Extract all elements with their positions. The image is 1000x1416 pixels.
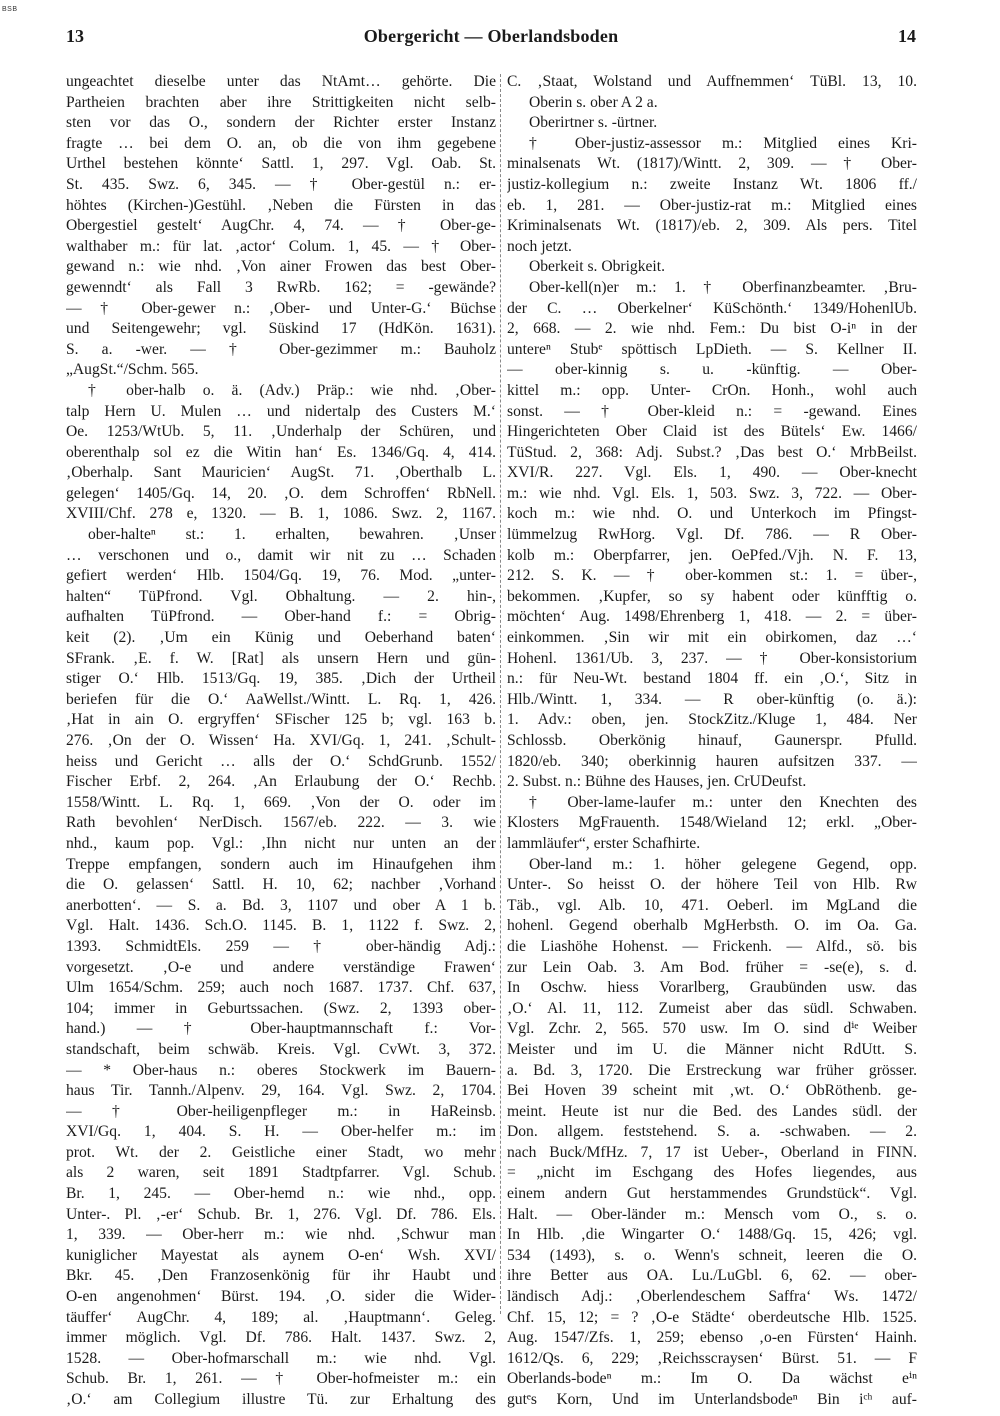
text-line: lammläufer“, erster Schafhirte. (507, 834, 701, 852)
text-line: † Ober-lame-laufer m.: unter den Knechten des (529, 793, 917, 811)
text-line: walthaber m.: für lat. ‚actor‘ Colum. 1, 45. — † Ober- (66, 237, 496, 255)
text-line: 534 (1493), s. o. Wenn's schneit, leeren die O. (507, 1246, 917, 1264)
text-line: sten vor das O., sondern der Richter erster Instanz (66, 114, 496, 132)
text-line: XVIII/Chf. 278 e, 1320. — B. 1, 1086. Swz. 2, 1167. (66, 505, 496, 523)
text-line: eb. 1, 281. — Ober-justiz-rat m.: Mitglied eines (507, 196, 917, 214)
text-line: sonst. — † Ober-kleid n.: = -gewand. Eines (507, 402, 917, 420)
text-line: 1820/eb. 340; oberkinnig hauren aufsitzen 337. — (507, 752, 917, 770)
text-line: täuffer‘ AugChr. 4, 189; al. ‚Hauptmann‘. Geleg. (66, 1308, 496, 1326)
text-line: Bei Hoven 39 scheint mit ‚wt. O.‘ ObRöthenb. ge- (507, 1082, 917, 1100)
text-line: gutᵉs Korn, Und im Unterlandsbodeⁿ Bin iᶜʰ auf- (507, 1391, 917, 1408)
text-line: Oberkeit s. Obrigkeit. (529, 258, 665, 276)
text-line: XVI/Gq. 1, 404. S. H. — Ober-helfer m.: im (66, 1123, 496, 1141)
text-line: Br. 1, 245. — Ober-hemd n.: wie nhd., opp. (66, 1185, 496, 1203)
text-line: = „nicht im Eschgang des Hofes liegendes, aus (507, 1164, 917, 1182)
text-line: höhtes (Kirchen-)Gestühl. ‚Neben die Fürsten in das (66, 196, 496, 214)
text-line: minalsenats Wt. (1817)/Wintt. 2, 309. — † Ober- (507, 155, 917, 173)
text-line: möchten‘ Aug. 1498/Ehrenberg 1, 418. — 2. = über- (507, 608, 917, 626)
library-stamp: BSB (2, 6, 18, 13)
text-line: … verschonen und o., damit wir nit zu … Schaden (66, 546, 496, 564)
text-line: Täb., vgl. Alb. 10, 471. Oeberl. im MgLand die (507, 896, 917, 914)
text-line: ‚O.‘ Al. 11, 112. Zumeist aber das südl. Schwaben. (507, 999, 917, 1017)
text-line: Ober-kell(n)er m.: 1. † Oberfinanzbeamter. ‚Bru- (529, 278, 917, 296)
text-line: justiz-kollegium n.: zweite Instanz Wt. 1806 ff./ (507, 175, 917, 193)
text-line: kuniglicher Mayestat als aynem O-en‘ Wsh. XVI/ (66, 1246, 496, 1264)
text-line: 1393. SchmidtEls. 259 — † ober-händig Adj.: (66, 937, 496, 955)
text-line: vorgesetzt. ‚O-e und andere verständige Frawen‘ (66, 958, 496, 976)
text-line: beriefen für die O.‘ AaWellst./Wintt. L. Rq. 1, 426. (66, 690, 496, 708)
text-line: Treppe empfangen, sondern auch im Hinaufgehen ihm (66, 855, 496, 873)
text-line: gewenndt‘ als Fall 3 RwRb. 162; = -gewände? (66, 278, 496, 296)
text-line: — † Ober-gewer n.: ‚Ober- und Unter-G.‘ Büchse (66, 299, 496, 317)
text-line: lümmelzug RwHorg. Vgl. Df. 786. — R Ober- (507, 526, 917, 544)
text-line: † ober-halb o. ä. (Adv.) Präp.: wie nhd. ‚Ober- (88, 381, 496, 399)
text-line: aufhalten TüPfrond. — Ober-hand f.: = Obrig- (66, 608, 496, 626)
text-line: zur Lein Oab. 3. Am Bod. früher = -se(e), s. d. (507, 958, 917, 976)
text-line: standschaft, beim schwäb. Kreis. Vgl. CvWt. 3, 372. (66, 1040, 496, 1058)
text-line: Aug. 1547/Zfs. 1, 259; ebenso ‚o-en Fürsten‘ Hainh. (507, 1329, 917, 1347)
text-line: der C. … Oberkelner‘ KüSchönth.‘ 1349/HohenlUb. (507, 299, 917, 317)
text-line: — † Ober-heiligenpfleger m.: in HaReinsb. (66, 1102, 496, 1120)
text-line: Ulm 1654/Schm. 259; auch noch 1687. 1737. Chf. 637, (66, 979, 496, 997)
text-line: hohenl. Gegend oberhalb MgHerbsth. O. im Oa. Ga. (507, 917, 917, 935)
text-line: 2. Subst. n.: Bühne des Hauses, jen. CrUDeufst. (507, 773, 807, 791)
text-line: Unter-. So heisst O. der höhere Teil von Hlb. Rw (507, 876, 917, 894)
text-line: die Liashöhe Hohenst. — Frickenh. — Alfd., sö. bis (507, 937, 917, 955)
text-line: Oe. 1253/WtUb. 5, 11. ‚Underhalp der Schüren, und (66, 423, 496, 441)
text-line: stiger O.‘ Hlb. 1513/Gq. 19, 385. ‚Dich der Urtheil (66, 670, 496, 688)
text-line: Oberirtner s. -ürtner. (529, 114, 658, 132)
page-number-left: 13 (66, 26, 84, 46)
text-line: einkommen. ‚Sin wir mit ein obirkomen, daz …‘ (507, 629, 917, 647)
text-line: Oberlands-bodeⁿ m.: Im O. Da wächst eⁱⁿ (507, 1370, 917, 1388)
text-line: gelegen‘ 1405/Gq. 14, 20. ‚O. dem Schroffen‘ RbNell. (66, 484, 496, 502)
text-line: n.: für Neu-Wt. bestand 1804 ff. ein ‚O.‘, Sitz in (507, 670, 917, 688)
text-line: In Oschw. hiess Vorarlberg, Graubünden usw. das (507, 979, 917, 997)
text-line: Hlb./Wintt. 1, 334. — R ober-künftig (o. ä.): (507, 690, 917, 708)
text-line: 1, 339. — Ober-herr m.: wie nhd. ‚Schwur man (66, 1226, 496, 1244)
text-line: Urthel bestehen könnte‘ Sattl. 1, 297. Vgl. Oab. St. (66, 155, 496, 173)
page-number-right: 14 (897, 26, 916, 46)
text-line: „AugSt.“/Schm. 565. (66, 361, 199, 379)
column-divider (500, 74, 501, 1314)
text-line: fragte … bei dem O. an, ob die von ihm gegebene (66, 134, 496, 152)
text-line: Schub. Br. 1, 261. — † Ober-hofmeister m.: ein (66, 1370, 496, 1388)
text-line: XVI/R. 227. Vgl. Els. 1, 490. — Ober-knecht (507, 464, 917, 482)
text-line: anerbotten‘. — S. a. Bd. 3, 1107 und ober A 1 b. (66, 896, 496, 914)
text-line: nach Buck/MfHz. 7, 17 ist Ueber-, Oberland in FINN. (507, 1143, 917, 1161)
text-line: St. 435. Swz. 6, 345. — † Ober-gestül n.: er- (66, 175, 496, 193)
text-line: bekommen. ‚Kupfer, so sy habent oder künfftig o. (507, 587, 917, 605)
text-line: gefiert werden‘ Hlb. 1504/Gq. 19, 76. Mod. „unter- (66, 567, 496, 585)
text-line: m.: wie nhd. Vgl. Els. 1, 503. Swz. 3, 722. — Ober- (507, 484, 917, 502)
text-line: halten“ TüPfrond. Vgl. Obhaltung. — 2. hin-, (66, 587, 496, 605)
text-line: kittel m.: opp. Unter- CrOn. Honh., wohl auch (507, 381, 917, 399)
text-line: als 2 waren, seit 1891 Stadtpfarrer. Vgl. Schub. (66, 1164, 496, 1182)
text-line: Bkr. 45. ‚Den Franzosenkönig für ihr Haubt und (66, 1267, 496, 1285)
text-line: SFrank. ‚E. f. W. [Rat] als unsern Hern und gün- (66, 649, 496, 667)
text-line: 1528. — Ober-hofmarschall m.: wie nhd. Vgl. (66, 1349, 496, 1367)
text-line: 1558/Wintt. L. Rq. 1, 669. ‚Von der O. oder im (66, 793, 496, 811)
text-line: Klosters MgFrauenth. 1548/Wieland 12; erkl. „Ober- (507, 814, 917, 832)
text-line: untereⁿ Stubᵉ spöttisch LpDieth. — S. Kellner II. (507, 340, 917, 358)
text-line: Fischer Erbf. 2, 264. ‚An Erlaubung der O.‘ Rechb. (66, 773, 496, 791)
text-line: heiss und Gericht … alls der O.‘ SchdGrunb. 1552/ (66, 752, 496, 770)
text-line: prot. Wt. der 2. Geistliche einer Stadt, wo mehr (66, 1143, 496, 1161)
text-line: einem andern Gut herstammendes Grundstück“. Vgl. (507, 1185, 917, 1203)
text-line: noch jetzt. (507, 237, 572, 255)
text-line: meint. Heute ist nur die Bed. des Landes südl. der (507, 1102, 917, 1120)
text-line: ‚Hat in ain O. ergryffen‘ SFischer 125 b; vgl. 163 b. (66, 711, 496, 729)
text-line: 104; immer in Geburtssachen. (Swz. 2, 1393 ober- (66, 999, 496, 1017)
text-line: ungeachtet dieselbe unter das NtAmt… gehörte. Die (66, 73, 496, 90)
text-line: gewand n.: wie nhd. ‚Von ainer Frowen das best Ober- (66, 258, 496, 276)
text-line: ‚Oberhalp. Sant Mauricien‘ AugSt. 71. ‚Oberthalb L. (66, 464, 496, 482)
text-line: C. ‚Staat, Wolstand und Auffnemmen‘ TüBl. 13, 10. (507, 73, 917, 90)
text-line: Schlossb. Oberkönig hinauf, Gaunerspr. Pfulld. (507, 732, 917, 749)
text-line: immer möglich. Vgl. Df. 786. Halt. 1437. Swz. 2, (66, 1329, 496, 1347)
right-column (507, 72, 917, 1411)
text-line: S. a. -wer. — † Ober-gezimmer m.: Bauholz (66, 340, 496, 358)
text-line: und Seitengewehr; vgl. Süskind 17 (HdKön. 1631). (66, 320, 496, 338)
text-line: ‚O.‘ am Collegium illustre Tü. zur Erhaltung des (66, 1391, 496, 1408)
text-line: Hingerichteten Ober Claid ist des Bütels‘ Ew. 1466/ (507, 423, 917, 441)
text-line: keit (2). ‚Um ein Künig und Oeberhand baten‘ (66, 629, 496, 647)
text-line: TüStud. 2, 368: Adj. Subst.? ‚Das best O.‘ MrbBeilst. (507, 443, 917, 461)
text-line: ober-halteⁿ st.: 1. erhalten, bewahren. ‚Unser (88, 526, 496, 544)
text-line: Unter-. Pl. ‚-er‘ Schub. Br. 1, 276. Vgl. Df. 786. Els. (66, 1205, 496, 1223)
running-title: Obergericht — Oberlandsboden (363, 26, 619, 46)
text-line: hand.) — † Ober-hauptmannschaft f.: Vor- (66, 1020, 496, 1038)
text-line: a. Bd. 3, 1720. Die Erstreckung war früher grösser. (507, 1061, 917, 1079)
text-line: 1612/Qs. 6, 229; ‚Reichsscraysen‘ Bürst. 51. — F (507, 1349, 917, 1367)
text-line: talp Hern U. Mulen … und nidertalp des Custers M.‘ (66, 402, 496, 420)
text-line: oberenthalp sol ez die Witin han‘ Es. 1346/Gq. 4, 414. (66, 443, 496, 461)
text-line: Halt. — Ober-länder m.: Mensch vom O., s. o. (507, 1205, 917, 1223)
text-line: Rath bevohlen‘ NerDisch. 1567/eb. 222. — 3. wie (66, 814, 496, 832)
text-line: koch m.: wie nhd. O. und Unterkoch im Pfingst- (507, 505, 917, 523)
left-column (66, 72, 496, 1411)
text-line: 212. S. K. — † ober-kommen st.: 1. = über-, (507, 567, 917, 585)
text-line: Oberin s. ober A 2 a. (529, 93, 658, 111)
text-line: ländisch Adj.: ‚Oberlendeschem Saffra‘ Ws. 1472/ (507, 1288, 917, 1306)
text-line: Meister und im U. die Männer nicht RdUtt. S. (507, 1040, 917, 1058)
text-line: In Hlb. ‚die Wingarter O.‘ 1488/Gq. 15, 426; vgl. (507, 1226, 917, 1244)
text-line: haus Tir. Tannh./Alpenv. 29, 164. Vgl. Swz. 2, 1704. (66, 1082, 496, 1100)
text-line: 2, 668. — 2. wie nhd. Fem.: Du bist O-iⁿ in der (507, 320, 917, 338)
text-line: — * Ober-haus n.: oberes Stockwerk im Bauern- (66, 1061, 496, 1079)
text-line: Partheien brachten aber ihre Strittigkeiten nicht selb- (66, 93, 496, 111)
text-line: 1. Adv.: oben, jen. StockZitz./Kluge 1, 484. Ner (507, 711, 917, 729)
text-line: Obergestiel gestelt‘ AugChr. 4, 74. — † Ober-ge- (66, 217, 496, 235)
text-line: Kriminalsenats Wt. (1817)/eb. 2, 309. Als pers. Titel (507, 217, 917, 235)
text-line: — ober-kinnig s. u. -künftig. — Ober- (507, 361, 917, 379)
text-line: nhd., kaum pop. Vgl.: ‚Ihn nicht nur unten an der (66, 834, 496, 852)
text-line: die O. gelassen‘ Sattl. H. 10, 62; nachber ‚Vorhand (66, 876, 496, 894)
page-header (66, 26, 916, 54)
text-line: † Ober-justiz-assessor m.: Mitglied eines Kri- (529, 134, 917, 152)
text-line: 276. ‚On der O. Wissen‘ Ha. XVI/Gq. 1, 241. ‚Schult- (66, 732, 496, 749)
text-line: Don. allgem. feststehend. S. a. -schwaben. — 2. (507, 1123, 917, 1141)
text-line: ihre Better aus OA. Lu./LuGbl. 6, 62. — ober- (507, 1267, 917, 1285)
text-line: O-en angenohmen‘ Bürst. 194. ‚O. sider die Wider- (66, 1288, 496, 1306)
text-line: Ober-land m.: 1. höher gelegene Gegend, opp. (529, 855, 917, 873)
text-line: Chf. 15, 12; = ? ‚O-e Städte‘ oberdeutsche Hlb. 1525. (507, 1308, 917, 1326)
text-line: Vgl. Zchr. 2, 565. 570 usw. Im O. sind dⁱᵉ Weiber (507, 1020, 917, 1038)
text-line: Hohenl. 1361/Ub. 3, 237. — † Ober-konsistorium (507, 649, 917, 667)
text-line: Vgl. Halt. 1436. Sch.O. 1145. B. 1, 1122 f. Swz. 2, (66, 917, 496, 935)
text-line: kolb m.: Oberpfarrer, jen. OePfed./Vjh. N. F. 13, (507, 546, 917, 564)
